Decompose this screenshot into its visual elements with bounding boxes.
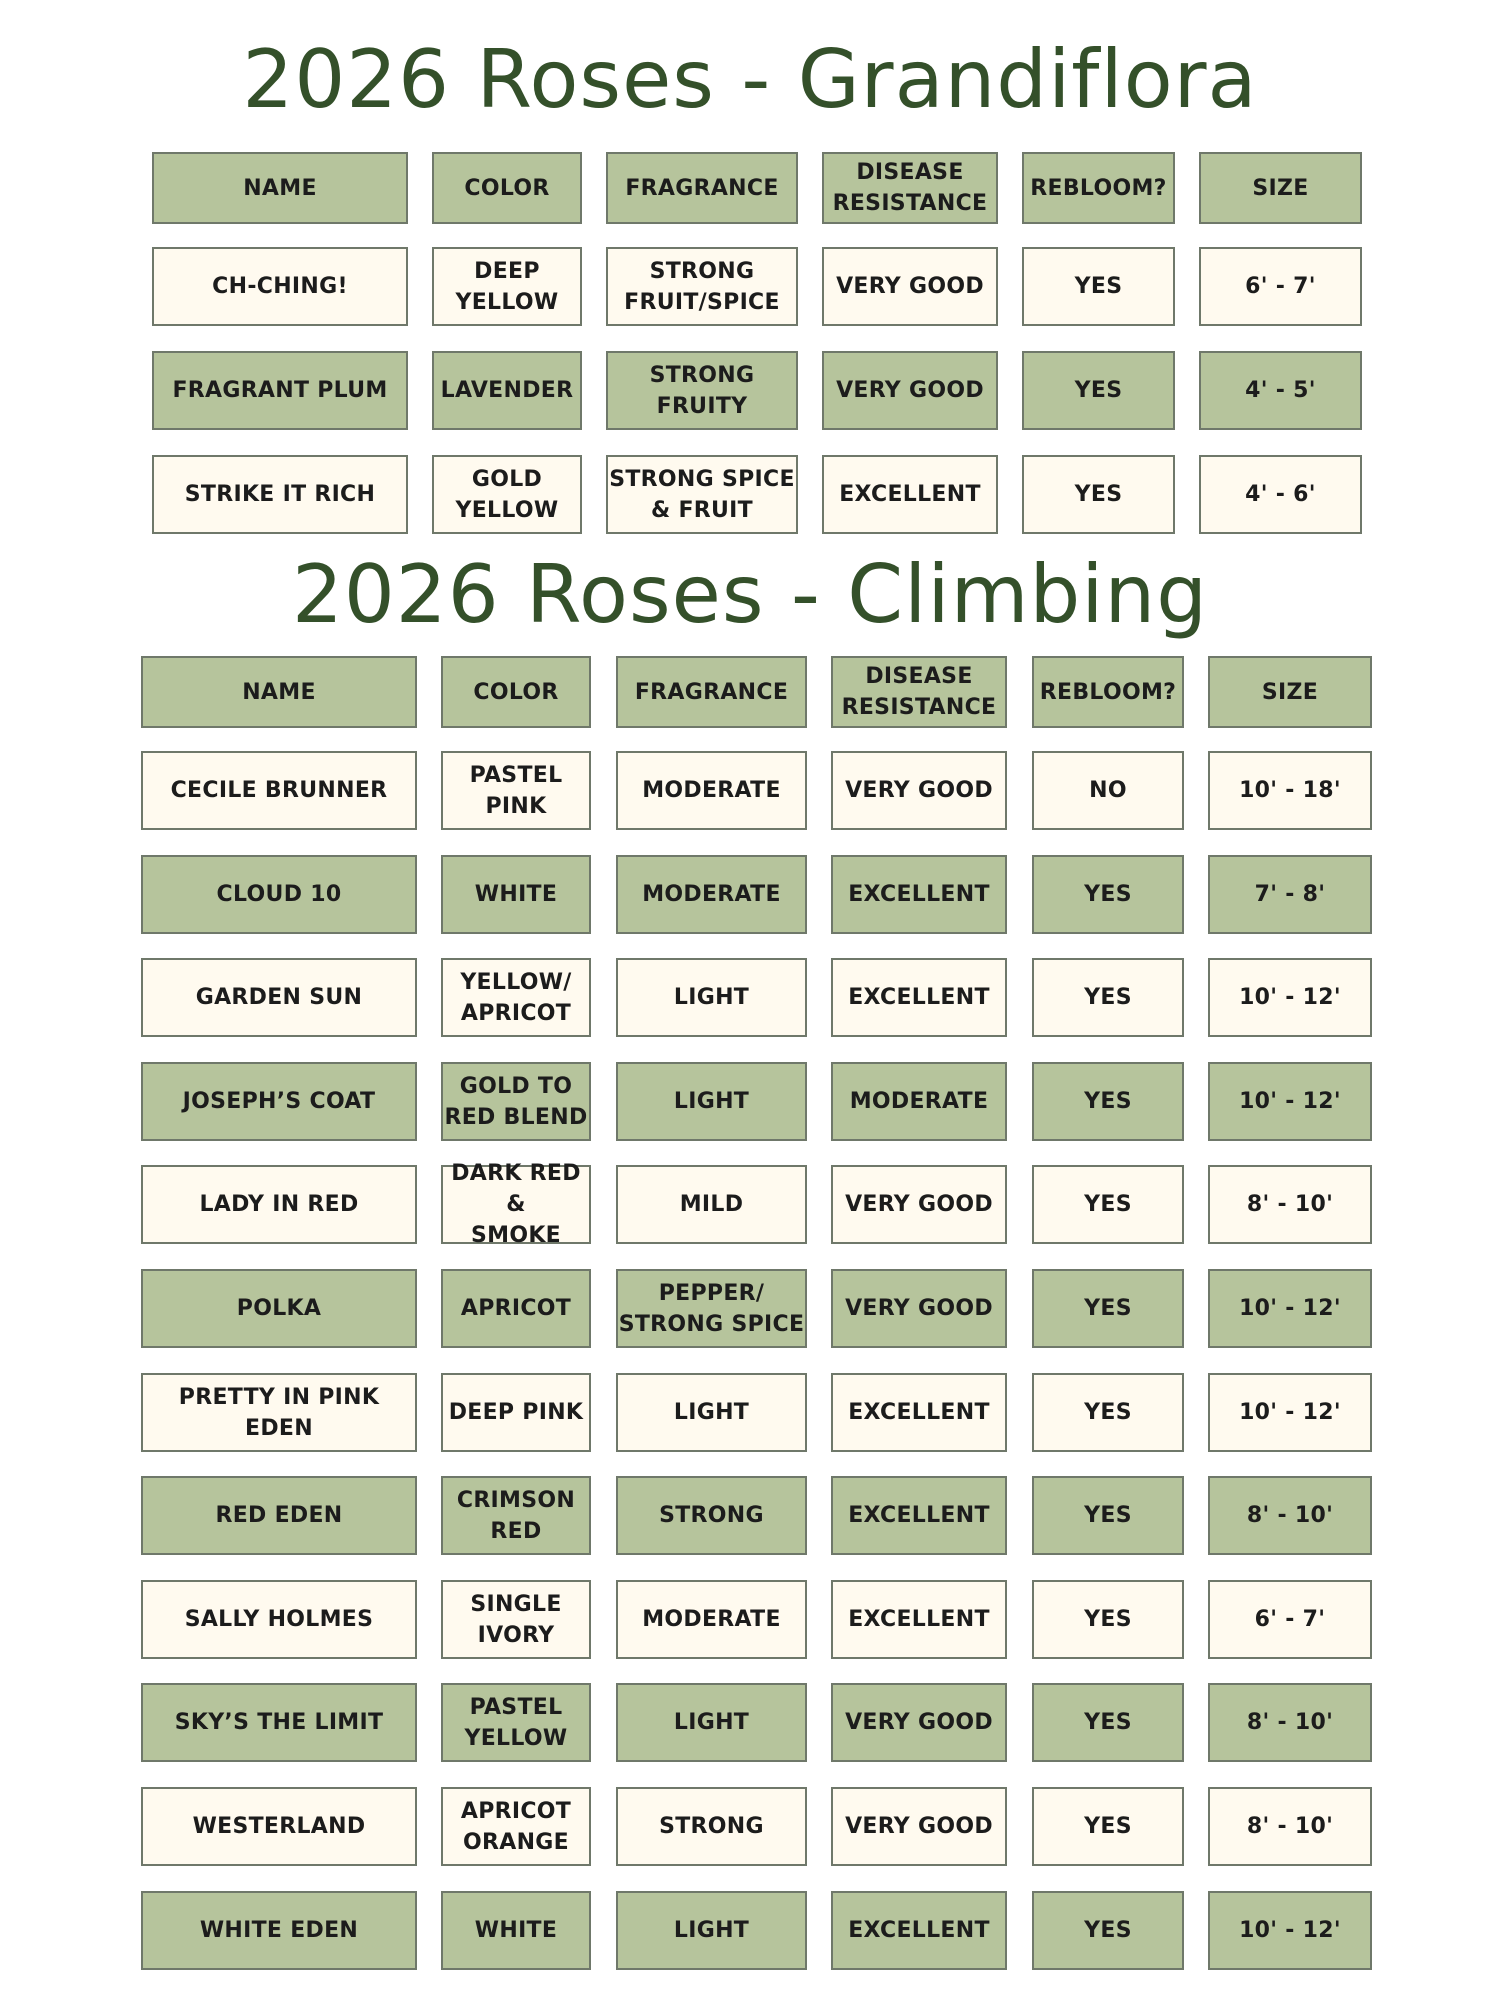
- climbing-cell-fragrance: LIGHT: [616, 1683, 807, 1762]
- climbing-cell-fragrance: MODERATE: [616, 751, 807, 830]
- climbing-cell-color: DEEP PINK: [441, 1373, 591, 1452]
- grandiflora-cell-name: STRIKE IT RICH: [152, 455, 408, 534]
- climbing-cell-color: WHITE: [441, 1891, 591, 1970]
- climbing-cell-name: RED EDEN: [141, 1476, 417, 1555]
- climbing-cell-name: JOSEPH’S COAT: [141, 1062, 417, 1141]
- climbing-header-color: COLOR: [441, 656, 591, 728]
- climbing-header-rebloom: REBLOOM?: [1032, 656, 1184, 728]
- grandiflora-cell-fragrance: STRONG SPICE & FRUIT: [606, 455, 798, 534]
- climbing-cell-fragrance: STRONG: [616, 1476, 807, 1555]
- climbing-cell-fragrance: STRONG: [616, 1787, 807, 1866]
- grandiflora-cell-rebloom: YES: [1022, 247, 1175, 326]
- grandiflora-cell-color: LAVENDER: [432, 351, 582, 430]
- climbing-cell-disease-resistance: VERY GOOD: [831, 1787, 1007, 1866]
- climbing-cell-rebloom: YES: [1032, 855, 1184, 934]
- grandiflora-header-size: SIZE: [1199, 152, 1362, 224]
- climbing-cell-rebloom: YES: [1032, 1683, 1184, 1762]
- climbing-header-size: SIZE: [1208, 656, 1372, 728]
- grandiflora-cell-disease-resistance: VERY GOOD: [822, 351, 998, 430]
- climbing-cell-disease-resistance: VERY GOOD: [831, 1683, 1007, 1762]
- grandiflora-title: 2026 Roses - Grandiflora: [242, 33, 1258, 126]
- climbing-cell-disease-resistance: VERY GOOD: [831, 1165, 1007, 1244]
- climbing-cell-name: WESTERLAND: [141, 1787, 417, 1866]
- climbing-cell-disease-resistance: VERY GOOD: [831, 1269, 1007, 1348]
- climbing-cell-disease-resistance: EXCELLENT: [831, 1476, 1007, 1555]
- grandiflora-cell-fragrance: STRONG FRUITY: [606, 351, 798, 430]
- climbing-cell-disease-resistance: EXCELLENT: [831, 855, 1007, 934]
- grandiflora-cell-color: GOLD YELLOW: [432, 455, 582, 534]
- climbing-cell-rebloom: YES: [1032, 1787, 1184, 1866]
- grandiflora-cell-rebloom: YES: [1022, 455, 1175, 534]
- grandiflora-cell-size: 6' - 7': [1199, 247, 1362, 326]
- climbing-cell-name: GARDEN SUN: [141, 958, 417, 1037]
- climbing-cell-name: PRETTY IN PINK EDEN: [141, 1373, 417, 1452]
- climbing-cell-disease-resistance: EXCELLENT: [831, 958, 1007, 1037]
- climbing-cell-color: CRIMSON RED: [441, 1476, 591, 1555]
- climbing-cell-name: SKY’S THE LIMIT: [141, 1683, 417, 1762]
- climbing-cell-size: 8' - 10': [1208, 1476, 1372, 1555]
- climbing-cell-size: 10' - 12': [1208, 1373, 1372, 1452]
- climbing-cell-disease-resistance: EXCELLENT: [831, 1891, 1007, 1970]
- climbing-cell-rebloom: YES: [1032, 1062, 1184, 1141]
- climbing-cell-disease-resistance: MODERATE: [831, 1062, 1007, 1141]
- climbing-cell-size: 8' - 10': [1208, 1165, 1372, 1244]
- climbing-cell-rebloom: YES: [1032, 1373, 1184, 1452]
- climbing-cell-size: 6' - 7': [1208, 1580, 1372, 1659]
- climbing-cell-disease-resistance: EXCELLENT: [831, 1373, 1007, 1452]
- grandiflora-cell-size: 4' - 5': [1199, 351, 1362, 430]
- grandiflora-cell-disease-resistance: EXCELLENT: [822, 455, 998, 534]
- climbing-cell-color: GOLD TO RED BLEND: [441, 1062, 591, 1141]
- climbing-cell-size: 8' - 10': [1208, 1683, 1372, 1762]
- climbing-cell-fragrance: LIGHT: [616, 958, 807, 1037]
- grandiflora-cell-color: DEEP YELLOW: [432, 247, 582, 326]
- climbing-header-fragrance: FRAGRANCE: [616, 656, 807, 728]
- climbing-cell-color: PASTEL PINK: [441, 751, 591, 830]
- grandiflora-cell-rebloom: YES: [1022, 351, 1175, 430]
- climbing-cell-size: 10' - 12': [1208, 1891, 1372, 1970]
- climbing-cell-size: 7' - 8': [1208, 855, 1372, 934]
- climbing-cell-name: WHITE EDEN: [141, 1891, 417, 1970]
- climbing-cell-rebloom: YES: [1032, 1165, 1184, 1244]
- climbing-cell-fragrance: MILD: [616, 1165, 807, 1244]
- climbing-cell-rebloom: YES: [1032, 1269, 1184, 1348]
- climbing-cell-fragrance: LIGHT: [616, 1373, 807, 1452]
- climbing-cell-color: YELLOW/ APRICOT: [441, 958, 591, 1037]
- climbing-header-disease-resistance: DISEASE RESISTANCE: [831, 656, 1007, 728]
- grandiflora-header-disease-resistance: DISEASE RESISTANCE: [822, 152, 998, 224]
- grandiflora-cell-name: CH-CHING!: [152, 247, 408, 326]
- grandiflora-cell-size: 4' - 6': [1199, 455, 1362, 534]
- grandiflora-header-name: NAME: [152, 152, 408, 224]
- climbing-cell-disease-resistance: EXCELLENT: [831, 1580, 1007, 1659]
- climbing-cell-rebloom: YES: [1032, 1580, 1184, 1659]
- climbing-cell-name: LADY IN RED: [141, 1165, 417, 1244]
- climbing-cell-name: POLKA: [141, 1269, 417, 1348]
- climbing-cell-size: 10' - 12': [1208, 1062, 1372, 1141]
- grandiflora-cell-name: FRAGRANT PLUM: [152, 351, 408, 430]
- climbing-header-name: NAME: [141, 656, 417, 728]
- climbing-cell-rebloom: YES: [1032, 958, 1184, 1037]
- climbing-cell-color: APRICOT: [441, 1269, 591, 1348]
- climbing-cell-size: 10' - 12': [1208, 1269, 1372, 1348]
- climbing-cell-fragrance: MODERATE: [616, 1580, 807, 1659]
- grandiflora-header-fragrance: FRAGRANCE: [606, 152, 798, 224]
- climbing-cell-color: WHITE: [441, 855, 591, 934]
- climbing-title: 2026 Roses - Climbing: [292, 548, 1208, 641]
- climbing-cell-color: APRICOT ORANGE: [441, 1787, 591, 1866]
- climbing-cell-name: SALLY HOLMES: [141, 1580, 417, 1659]
- climbing-cell-color: PASTEL YELLOW: [441, 1683, 591, 1762]
- climbing-cell-size: 10' - 18': [1208, 751, 1372, 830]
- climbing-cell-size: 10' - 12': [1208, 958, 1372, 1037]
- climbing-cell-disease-resistance: VERY GOOD: [831, 751, 1007, 830]
- grandiflora-header-color: COLOR: [432, 152, 582, 224]
- climbing-cell-color: DARK RED & SMOKE: [441, 1165, 591, 1244]
- climbing-cell-fragrance: PEPPER/ STRONG SPICE: [616, 1269, 807, 1348]
- climbing-cell-color: SINGLE IVORY: [441, 1580, 591, 1659]
- climbing-cell-name: CECILE BRUNNER: [141, 751, 417, 830]
- grandiflora-cell-fragrance: STRONG FRUIT/SPICE: [606, 247, 798, 326]
- climbing-cell-rebloom: YES: [1032, 1476, 1184, 1555]
- climbing-cell-fragrance: MODERATE: [616, 855, 807, 934]
- climbing-cell-rebloom: NO: [1032, 751, 1184, 830]
- grandiflora-header-rebloom: REBLOOM?: [1022, 152, 1175, 224]
- grandiflora-cell-disease-resistance: VERY GOOD: [822, 247, 998, 326]
- climbing-cell-fragrance: LIGHT: [616, 1891, 807, 1970]
- climbing-cell-size: 8' - 10': [1208, 1787, 1372, 1866]
- climbing-cell-fragrance: LIGHT: [616, 1062, 807, 1141]
- climbing-cell-name: CLOUD 10: [141, 855, 417, 934]
- climbing-cell-rebloom: YES: [1032, 1891, 1184, 1970]
